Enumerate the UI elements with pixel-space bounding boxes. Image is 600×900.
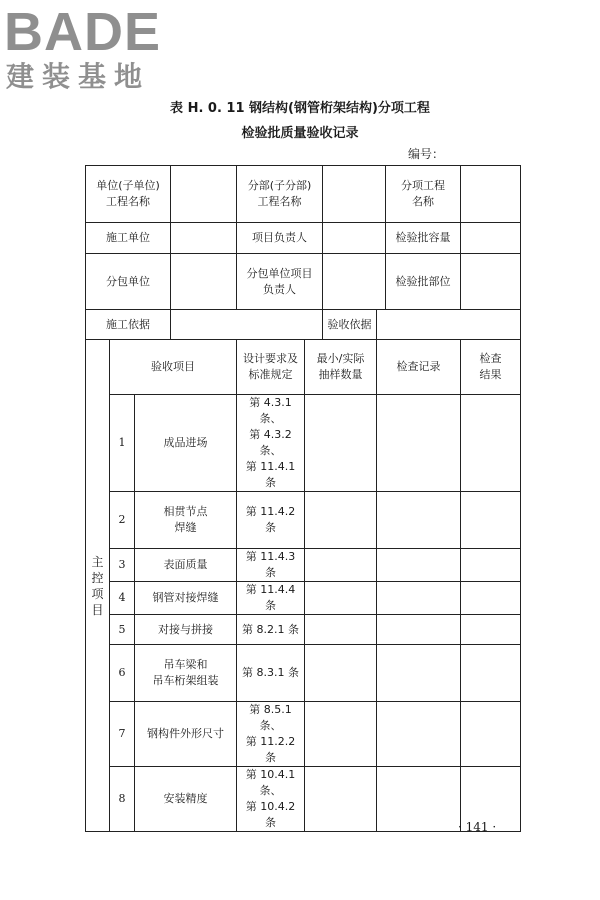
header-lot-capacity-label: 检验批容量 bbox=[386, 223, 461, 254]
item-record-cell bbox=[377, 615, 461, 645]
item-name: 安装精度 bbox=[135, 767, 237, 832]
main-control-items-label: 主 控 项 目 bbox=[86, 340, 110, 832]
item-number: 6 bbox=[110, 645, 135, 702]
item-sample-cell bbox=[305, 645, 377, 702]
item-name: 表面质量 bbox=[135, 549, 237, 582]
header-acceptance-basis-label: 验收依据 bbox=[323, 310, 377, 340]
bade-logo-subtitle: 建装基地 bbox=[6, 60, 151, 93]
item-number: 4 bbox=[110, 582, 135, 615]
item-result-cell bbox=[461, 395, 521, 492]
table-row bbox=[86, 395, 521, 492]
header-project-manager-label: 项目负责人 bbox=[237, 223, 323, 254]
header-subitem-name-value bbox=[461, 166, 521, 223]
col-header-inspection-result: 检查 结果 bbox=[461, 340, 521, 395]
item-sample-cell bbox=[305, 582, 377, 615]
table-title: 表 H. 0. 11 钢结构(钢管桁架结构)分项工程 bbox=[170, 101, 430, 116]
header-lot-capacity-value bbox=[461, 223, 521, 254]
col-header-inspection-record: 检查记录 bbox=[377, 340, 461, 395]
header-subdivision-name-value bbox=[323, 166, 386, 223]
item-sample-cell bbox=[305, 767, 377, 832]
inspection-record-table bbox=[85, 165, 521, 832]
item-spec: 第 10.4.1 条、 第 10.4.2 条 bbox=[237, 767, 305, 832]
item-sample-cell bbox=[305, 395, 377, 492]
item-number: 8 bbox=[110, 767, 135, 832]
serial-number-label: 编号： bbox=[408, 147, 445, 161]
item-record-cell bbox=[377, 395, 461, 492]
header-lot-location-value bbox=[461, 254, 521, 310]
item-result-cell bbox=[461, 492, 521, 549]
header-subitem-name-label: 分项工程 名称 bbox=[386, 166, 461, 223]
item-result-cell bbox=[461, 582, 521, 615]
item-number: 7 bbox=[110, 702, 135, 767]
table-subtitle: 检验批质量验收记录 bbox=[241, 126, 359, 141]
item-name: 钢构件外形尺寸 bbox=[135, 702, 237, 767]
item-name: 吊车梁和 吊车桁架组装 bbox=[135, 645, 237, 702]
header-contractor-value bbox=[171, 223, 237, 254]
item-spec: 第 11.4.4 条 bbox=[237, 582, 305, 615]
item-spec: 第 4.3.1 条、 第 4.3.2 条、 第 11.4.1 条 bbox=[237, 395, 305, 492]
item-record-cell bbox=[377, 582, 461, 615]
item-record-cell bbox=[377, 549, 461, 582]
item-sample-cell bbox=[305, 492, 377, 549]
item-sample-cell bbox=[305, 615, 377, 645]
item-name: 相贯节点 焊缝 bbox=[135, 492, 237, 549]
col-header-sample-quantity: 最小/实际 抽样数量 bbox=[305, 340, 377, 395]
item-spec: 第 8.2.1 条 bbox=[237, 615, 305, 645]
bade-logo-text: BADE bbox=[4, 2, 162, 62]
header-construction-basis-value bbox=[171, 310, 323, 340]
item-spec: 第 8.3.1 条 bbox=[237, 645, 305, 702]
item-name: 钢管对接焊缝 bbox=[135, 582, 237, 615]
item-result-cell bbox=[461, 702, 521, 767]
item-number: 2 bbox=[110, 492, 135, 549]
table-row bbox=[86, 582, 521, 615]
header-project-manager-value bbox=[323, 223, 386, 254]
header-project-name-value bbox=[171, 166, 237, 223]
table-row bbox=[86, 549, 521, 582]
header-subcontractor-label: 分包单位 bbox=[86, 254, 171, 310]
table-row bbox=[86, 645, 521, 702]
item-result-cell bbox=[461, 615, 521, 645]
header-lot-location-label: 检验批部位 bbox=[386, 254, 461, 310]
header-subcontractor-value bbox=[171, 254, 237, 310]
item-spec: 第 11.4.3 条 bbox=[237, 549, 305, 582]
header-acceptance-basis-value bbox=[377, 310, 521, 340]
col-header-acceptance-item: 验收项目 bbox=[110, 340, 237, 395]
table-row bbox=[86, 615, 521, 645]
item-record-cell bbox=[377, 645, 461, 702]
header-project-name-label: 单位(子单位) 工程名称 bbox=[86, 166, 171, 223]
item-spec: 第 8.5.1 条、 第 11.2.2 条 bbox=[237, 702, 305, 767]
col-header-design-requirement: 设计要求及 标准规定 bbox=[237, 340, 305, 395]
item-sample-cell bbox=[305, 549, 377, 582]
header-subdivision-name-label: 分部(子分部) 工程名称 bbox=[237, 166, 323, 223]
item-sample-cell bbox=[305, 702, 377, 767]
header-subcontractor-manager-label: 分包单位项目 负责人 bbox=[237, 254, 323, 310]
table-row bbox=[86, 767, 521, 832]
table-row bbox=[86, 492, 521, 549]
item-record-cell bbox=[377, 767, 461, 832]
page-number: · 141 · bbox=[458, 820, 497, 834]
item-record-cell bbox=[377, 702, 461, 767]
item-result-cell bbox=[461, 645, 521, 702]
table-row bbox=[86, 702, 521, 767]
item-name: 成品进场 bbox=[135, 395, 237, 492]
item-number: 1 bbox=[110, 395, 135, 492]
item-result-cell bbox=[461, 549, 521, 582]
header-construction-basis-label: 施工依据 bbox=[86, 310, 171, 340]
header-contractor-label: 施工单位 bbox=[86, 223, 171, 254]
item-number: 3 bbox=[110, 549, 135, 582]
item-spec: 第 11.4.2 条 bbox=[237, 492, 305, 549]
item-record-cell bbox=[377, 492, 461, 549]
item-name: 对接与拼接 bbox=[135, 615, 237, 645]
item-number: 5 bbox=[110, 615, 135, 645]
header-subcontractor-manager-value bbox=[323, 254, 386, 310]
